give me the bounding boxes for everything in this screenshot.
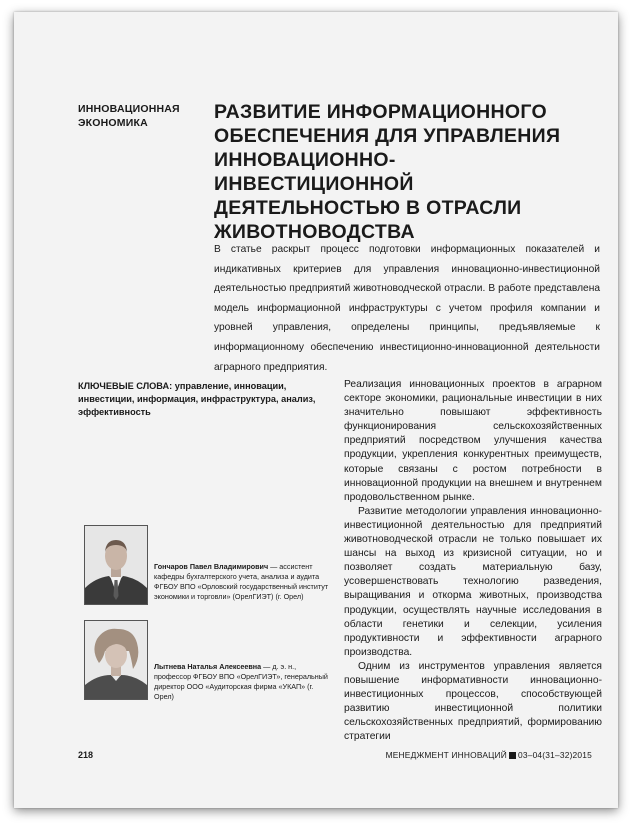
article-body [344,378,602,744]
keywords-label: КЛЮЧЕВЫЕ СЛОВА: [78,381,173,391]
author-info [154,562,334,602]
journal-name: МЕНЕДЖМЕНТ ИННОВАЦИЙ [385,750,507,760]
keywords-text: управление, инновации, инвестиции, информация, инфраструктура, анализ, эффективность [78,381,316,417]
section-rubric [78,102,208,130]
rubric-line: ИННОВАЦИОННАЯ [78,103,180,115]
title-line: ЖИВОТНОВОДСТВА [214,221,415,243]
article-abstract: В статье раскрыт процесс подготовки информационных показателей и индикативных критериев для управления инновационно-инвестиционной деятельностью предприятий животноводческой отрасли. В работе представлена модель информационной инфраструктуры с учетом профиля компании и уровней управления, определены принципы, предъявляемые к информационному обеспечению инвестиционно-инновационной деятельности аграрного предприятия. [214,244,600,373]
author-description: — д. э. н., профессор ФГБОУ ВПО «ОрелГИЭТ», генеральный директор ООО «Аудиторская фирма «УКАП» (г. Орел) [154,662,328,701]
body-paragraph: Развитие методологии управления инновационно-инвестиционной деятельностью для предприятий животноводческой отрасли не только повышает их шансы на выход из кризисной ситуации, но и позволяет создать материальную базу, усовершенствовать технологию разведения, выращивания и откорма животных, производства продукции, осуществлять научные исследования в области генетики и селекции, усиления продуктивности и эффективности аграрного производства. [344,505,602,658]
author-name: Гончаров Павел Владимирович [154,562,269,571]
title-line: ИННОВАЦИОННО-ИНВЕСТИЦИОННОЙ [214,149,414,195]
article-title [214,100,594,244]
author-info [154,662,334,702]
author-photo [84,525,148,605]
body-paragraph: Одним из инструментов управления является повышение информативности инновационно-инвестиционных процессов, способствующей развитию инвестиционной политики сельскохозяйственных предприятий, формированию стратегии [344,660,602,743]
author-photo [84,620,148,700]
author-description: — ассистент кафедры бухгалтерского учета, анализа и аудита ФГБОУ ВПО «Орловский государственный институт экономики и торговли» (ОрелГИЭТ) (г. Орел) [154,562,329,601]
page-number: 218 [78,750,94,760]
rubric-line: ЭКОНОМИКА [78,117,148,129]
title-line: РАЗВИТИЕ ИНФОРМАЦИОННОГО [214,101,547,123]
title-line: ДЕЯТЕЛЬНОСТЬЮ В ОТРАСЛИ [214,197,522,219]
keywords [78,380,328,419]
body-paragraph: Реализация инновационных проектов в аграрном секторе экономики, рациональные инвестиции в них значительно повышают эффективность функционирования сельскохозяйственных предприятий посредством улучшения качества продукции, укрепления конкурентных преимуществ, которые связаны с ростом потребности в инновационной продукции на внешнем и внутреннем продовольственном рынке. [344,379,602,503]
square-separator-icon [509,752,516,759]
author-name: Лытнева Наталья Алексеевна [154,662,262,671]
journal-issue: 03–04(31–32)2015 [518,750,592,760]
journal-page [14,12,618,808]
title-line: ОБЕСПЕЧЕНИЯ ДЛЯ УПРАВЛЕНИЯ [214,125,561,147]
journal-footer [386,750,592,760]
